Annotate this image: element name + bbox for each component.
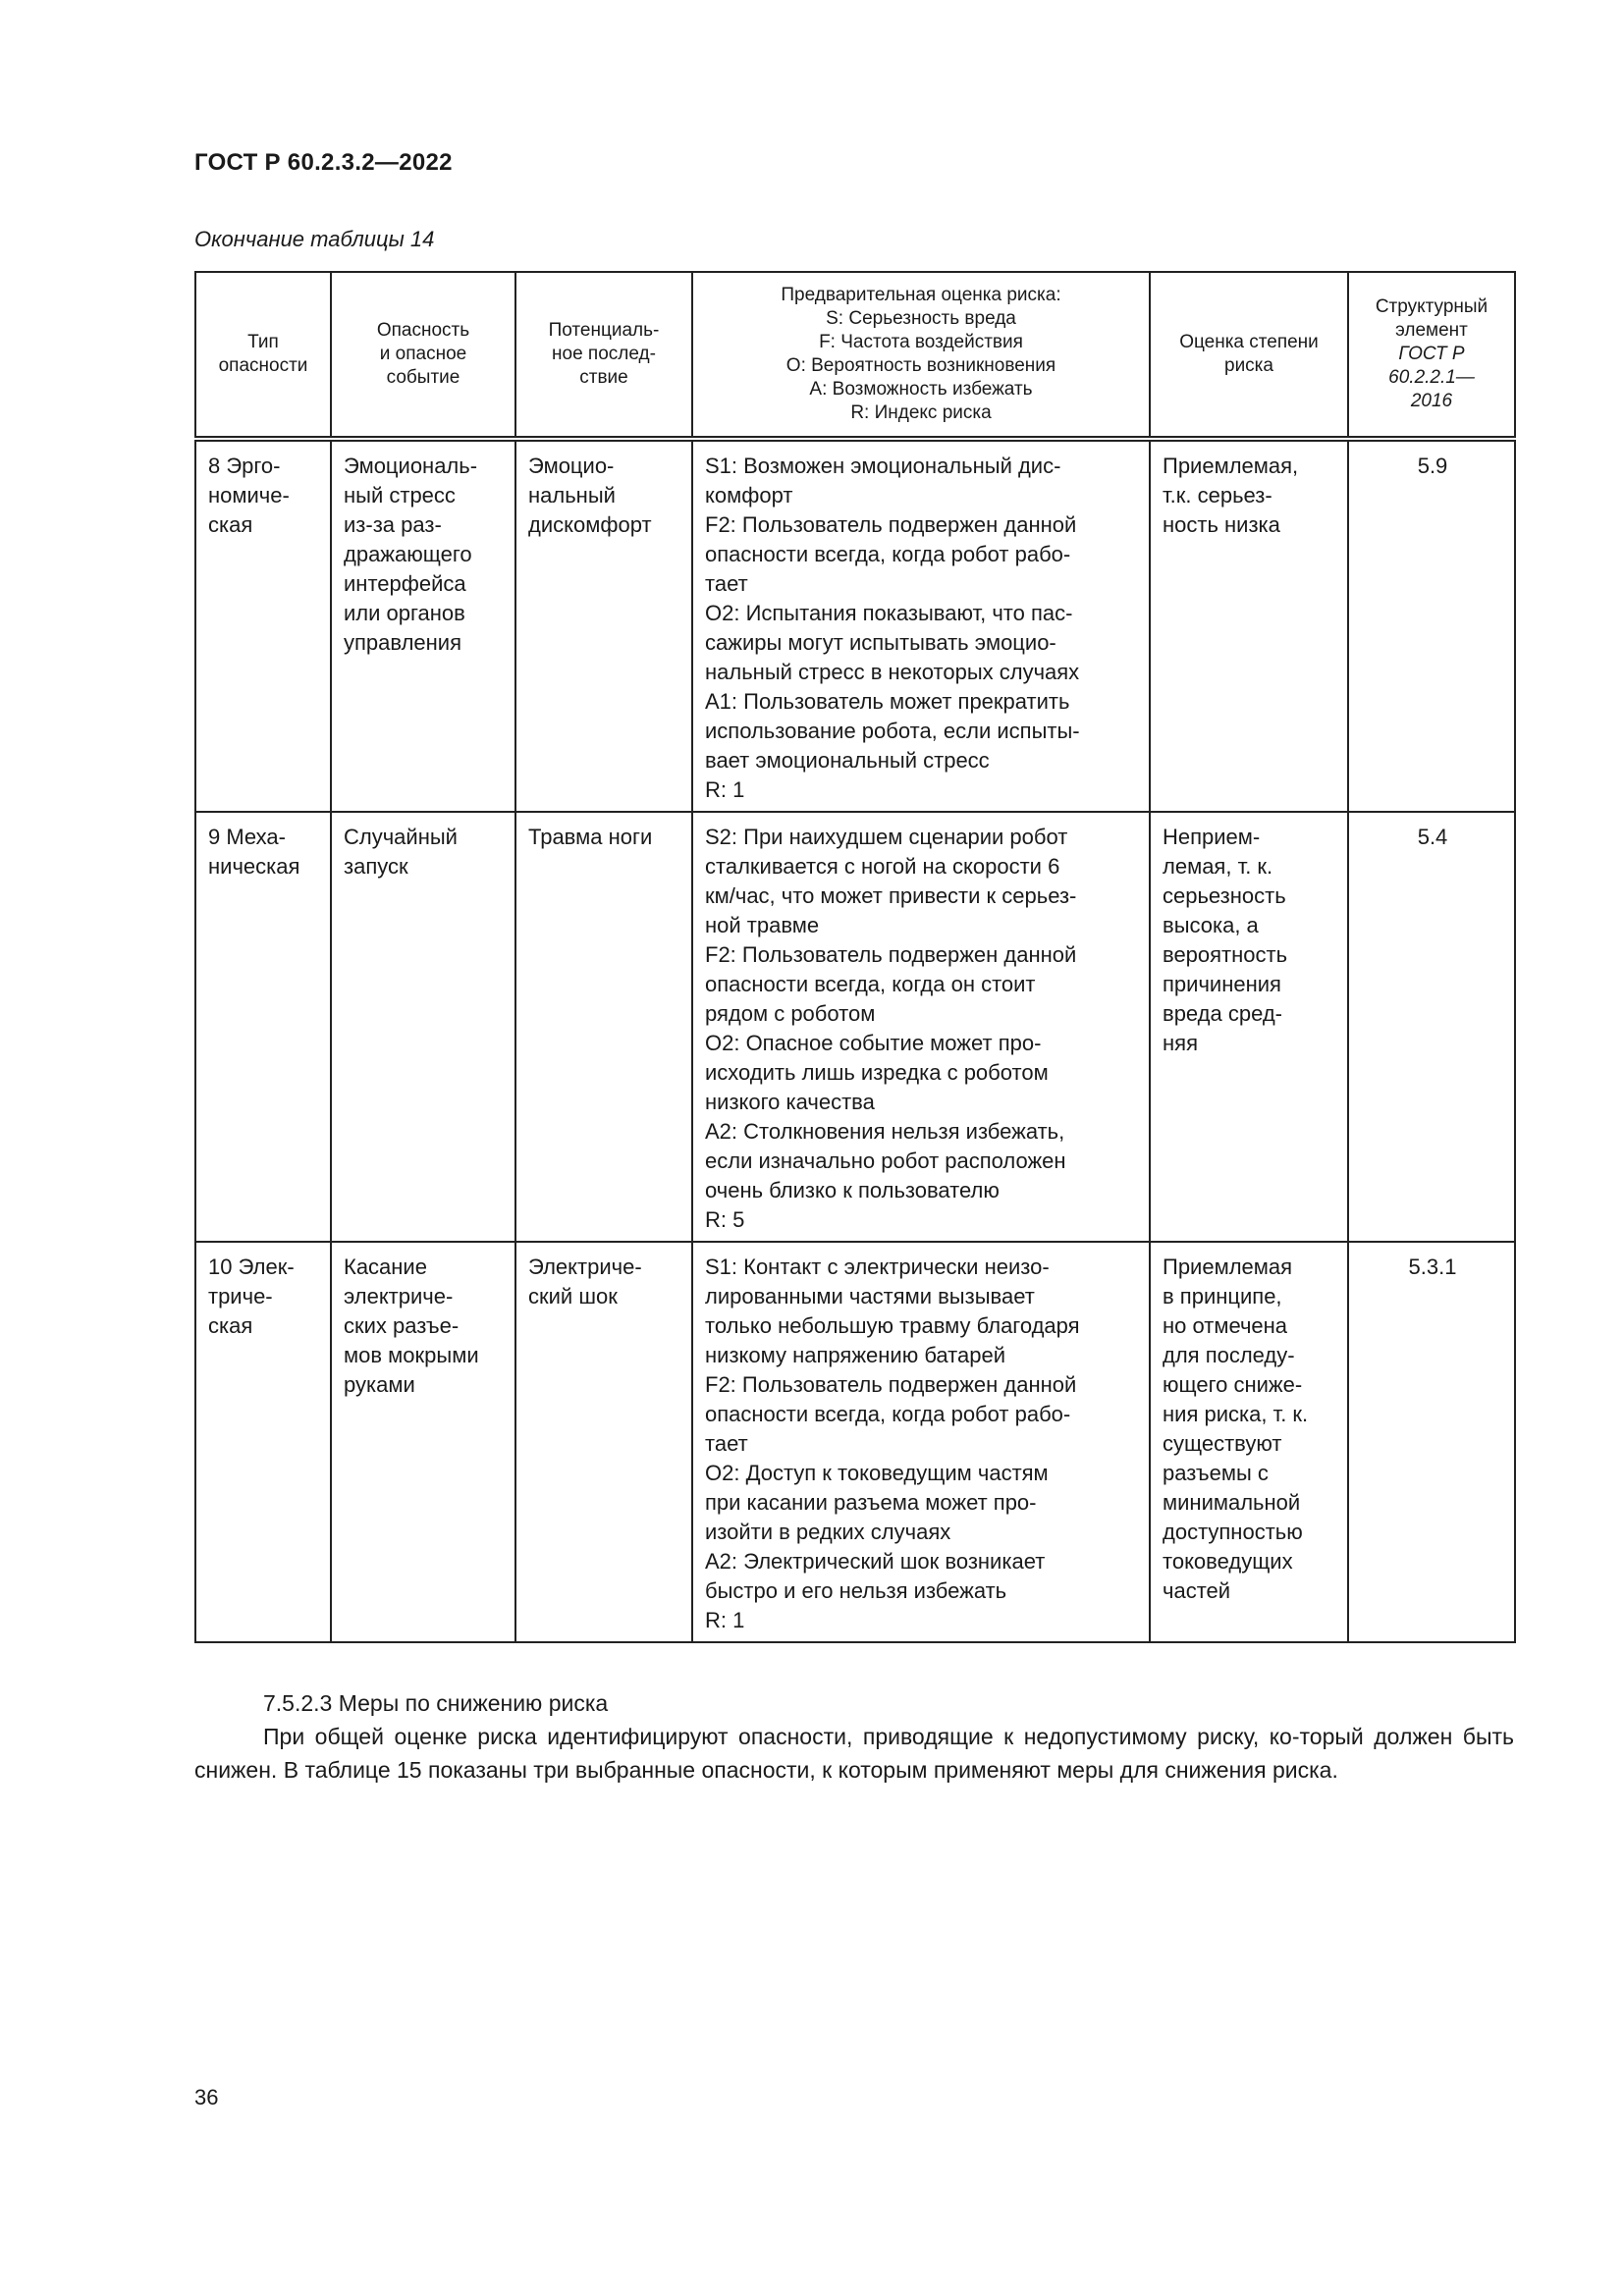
cell-assessment: S1: Контакт с электрически неизо- лированными частями вызывает только небольшую травму благодаря низкому напряжению батарей F2: Пользователь подвержен данной опасности всегда, когда робот рабо- тает O2: Доступ к токоведущим частям при касании разъема может про- изойти в редких случаях A2: Электрический шок возникает быстро и его нельзя избежать R: 1 bbox=[692, 1242, 1150, 1642]
body-paragraph: При общей оценке риска идентифицируют опасности, приводящие к недопустимому риску, ко-торый должен быть снижен. В таблице 15 показаны три выбранные опасности, к которым применяют меры для снижения риска. bbox=[194, 1724, 1514, 1783]
header-hazard-event: Опасность и опасное событие bbox=[331, 272, 515, 439]
standard-id: ГОСТ Р 60.2.3.2—2022 bbox=[194, 149, 453, 176]
cell-hazard: Касание электриче- ских разъе- мов мокрыми руками bbox=[331, 1242, 515, 1642]
cell-evaluation: Неприем- лемая, т. к. серьезность высока, а вероятность причинения вреда сред- няя bbox=[1150, 812, 1348, 1242]
table-caption: Окончание таблицы 14 bbox=[194, 227, 435, 251]
header-structural-element bbox=[1348, 272, 1515, 439]
cell-assessment: S1: Возможен эмоциональный дис- комфорт F2: Пользователь подвержен данной опасности всегда, когда робот рабо- тает O2: Испытания показывают, что пас- сажиры могут испытывать эмоцио- нальный стресс в некоторых случаях A1: Пользователь может прекратить использование робота, если испыты- вает эмоциональный стресс R: 1 bbox=[692, 439, 1150, 812]
cell-element: 5.4 bbox=[1348, 812, 1515, 1242]
header-hazard-type: Тип опасности bbox=[195, 272, 331, 439]
cell-evaluation: Приемлемая, т.к. серьез- ность низка bbox=[1150, 439, 1348, 812]
cell-element: 5.9 bbox=[1348, 439, 1515, 812]
risk-assessment-table bbox=[194, 271, 1516, 1643]
cell-hazard: Случайный запуск bbox=[331, 812, 515, 1242]
cell-consequence: Травма ноги bbox=[515, 812, 692, 1242]
cell-hazard: Эмоциональ- ный стресс из-за раз- дражающего интерфейса или органов управления bbox=[331, 439, 515, 812]
table-row bbox=[195, 812, 1515, 1242]
page-number: 36 bbox=[194, 2085, 219, 2109]
table-row bbox=[195, 439, 1515, 812]
header-risk-evaluation: Оценка степени риска bbox=[1150, 272, 1348, 439]
cell-consequence: Эмоцио- нальный дискомфорт bbox=[515, 439, 692, 812]
table-header-row bbox=[195, 272, 1515, 439]
table-row bbox=[195, 1242, 1515, 1642]
cell-type: 9 Меха- ническая bbox=[195, 812, 331, 1242]
header-consequence: Потенциаль- ное послед- ствие bbox=[515, 272, 692, 439]
cell-consequence: Электриче- ский шок bbox=[515, 1242, 692, 1642]
header-structural-element-ref: ГОСТ Р 60.2.2.1— 2016 bbox=[1388, 344, 1475, 411]
cell-type: 10 Элек- триче- ская bbox=[195, 1242, 331, 1642]
header-structural-element-label: Структурный элемент bbox=[1375, 296, 1489, 341]
header-preliminary-assessment: Предварительная оценка риска: S: Серьезность вреда F: Частота воздействия O: Вероятность возникновения A: Возможность избежать R: Индекс риска bbox=[692, 272, 1150, 439]
section-title: 7.5.2.3 Меры по снижению риска bbox=[263, 1690, 609, 1716]
cell-assessment: S2: При наихудшем сценарии робот сталкивается с ногой на скорости 6 км/час, что может привести к серьез- ной травме F2: Пользователь подвержен данной опасности всегда, когда он стоит рядом с роботом O2: Опасное событие может про- исходить лишь изредка с роботом низкого качества A2: Столкновения нельзя избежать, если изначально робот расположен очень близко к пользователю R: 5 bbox=[692, 812, 1150, 1242]
cell-evaluation: Приемлемая в принципе, но отмечена для последу- ющего сниже- ния риска, т. к. существуют разъемы с минимальной доступностью токоведущих частей bbox=[1150, 1242, 1348, 1642]
cell-type: 8 Эрго- номиче- ская bbox=[195, 439, 331, 812]
cell-element: 5.3.1 bbox=[1348, 1242, 1515, 1642]
